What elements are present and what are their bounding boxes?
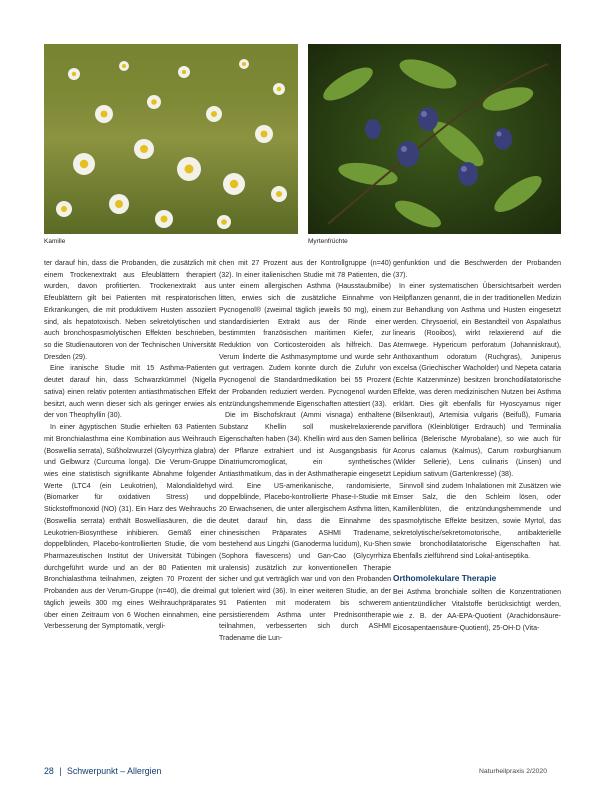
text-column-2 [219,258,391,788]
paragraph: In einer systematischen Übersichtsarbeit werden Heilpflanzen genannt, die in der traditionellen Medizin zur Behandlung von Asthma und Husten eingesetzt werden. Chrysoeriol, ein Bestandteil von Aspalathus linearis (Rooibos), wirkt relaxierend auf die Atemwege. Hypericum perforatum (Johanniskraut), Anthoxanthum odoratum (Ruchgras), Juniperus excelsa (Griechischer Wacholder) und Nepeta cataria (Echte Katzenminze) besitzen bronchodilatatorische Effekte, was deren medizinischen Nutzen bei Asthma erklärt. Dies gilt ebenfalls für Hyoscyamus niger (Bilsenkraut), Artemisia vulgaris (Beifuß), Fumaria parviflora (Kleinblütiger Erdrauch) und Terminalia bellirica (Belerische Myrobalane), so wie auch für Acorus calamus (Kalmus), Carum roxburghianum (Wilder Sellerie), Lens culinaris (Linsen) und Lepidium sativum (Gartenkresse) (38). [393,283,561,478]
page-footer [44,766,547,780]
myrtle-caption: Myrtenfrüchte [308,238,348,245]
myrtle-photo [308,44,561,234]
text-column-1 [44,258,216,788]
footer-left [44,766,161,776]
paragraph: Sinnvoll sind zudem Inhalationen mit Zusätzen wie Emser Salz, die den Schleim lösen, oder Kamillenblüten, die entzündungshemmende und spasmolytische Effekte besitzen, sowie Myrtol, das sekretolytische/sekretomotorische, antibakterielle sowie bronchodilatatorische Eigenschaften hat. Ebenfalls zielführend sind Lokal-antiseptika. [393,482,561,560]
paragraph: In einer ägyptischen Studie erhielten 63 Patienten mit Bronchialasthma eine Kombination aus Weihrauch (Boswellia serrata), Süßholzwurzel (Glycyrrhiza glabra) und Gelbwurz (Curcuma longa). Die Verum-Gruppe wies eine statistisch signifikante Abnahme folgender Werte (LTC4 (ein Leukotrien), Malondialdehyd (Biomarker für oxidativen Stress) und Stickstoffmonoxid (NO) (31). Ein Harz des Weihrauchs (Boswellia serrata) enthält Boswelliasäuren, die die Leukotrien-Biosynthese inhibieren. Gemäß einer doppelblinden, Placebo-kontrollierten Studie, die vom Pharmazeutischen Institut der Universität Tübingen durchgeführt wurde und an der 80 Patienten mit Bronchialasthma teilnahmen, zeigten 70 Prozent der Probanden aus der Verum-Gruppe (n=40), die dreimal täglich jeweils 300 mg eines Weihrauchpräparates über einen Zeitraum von 6 Wochen einnahmen, eine Verbesserung der Symptomatik, vergli- [44,424,216,631]
paragraph: Eine iranische Studie mit 15 Asthma-Patienten deutet darauf hin, dass Schwarzkümmel (Nigella sativa) einen relativ potenten antiasthmatischen Effekt besitzt, auch wenn dieser sich als geringer erwies als der von Theophyllin (30). [44,365,216,420]
footer-divider: | [59,766,62,776]
paragraph: chen mit 27 Prozent aus der Kontrollgruppe (n=40) (32). In einer italienischen Studie mit 78 Patienten, die unter einem allergischen Asthma (Hausstaubmilbe) litten, erwies sich die zusätzliche Einnahme von Pycnogenol® (zweimal täglich jeweils 50 mg), einem standardisierten Extrakt aus der Rinde einer bestimmten französischen maritimen Kiefer, zur Reduktion von Corticosteroiden als hilfreich. Das Verum linderte die Asthmasymptome und wurde sehr gut vertragen. Zudem konnte durch die Zufuhr von Pycnogenol die Standardmedikation bei 55 Prozent der Probanden reduziert werden. Pycnogenol wurden entzündungshemmende Eigenschaften attestiert (33). [219,260,391,408]
text-column-3 [393,258,561,788]
paragraph: Die im Bischofskraut (Ammi visnaga) enthaltene Substanz Khellin soll muskelrelaxierende Eigenschaften haben (34). Khellin wird aus den Samen der Pflanze extrahiert und ist Ausgangsbasis für Dinatriumcromoglicat, ein synthetisches Antiasthmatikum, das in der Asthmatherapie eingesetzt wird. Eine US-amerikanische, randomisierte, doppelblinde, Placebo-kontrollierte Phase-I-Studie mit 20 Erwachsenen, die unter allergischem Asthma litten, deutet darauf hin, dass die Einnahme des chinesischen Präparates ASHMI Tradename, bestehend aus Lingzhi (Ganoderma lucidum), Ku-Shen (Sophora flavescens) und Gan-Cao (Glycyrrhiza uralensis) zusätzlich zur konventionellen Therapie sicher und gut verträglich war und von den Probanden gut toleriert wird (36). In einer weiteren Studie, an der 91 Patienten mit moderatem bis schwerem persistierendem Asthma unter Prednisontherapie teilnahmen, verbesserten sich durch ASHMI Tradename die Lun- [219,412,391,642]
magazine-label: Naturheilpraxis 2/2020 [478,768,547,775]
paragraph: genfunktion und die Beschwerden der Probanden (37). [393,260,561,279]
section-label: Schwerpunkt – Allergien [67,766,162,776]
chamomile-caption: Kamille [44,238,66,245]
page-number: 28 [44,766,54,776]
section-heading: Orthomolekulare Therapie [393,572,497,583]
paragraph: Bei Asthma bronchiale sollten die Konzentrationen antientzündlicher Vitalstoffe berücksichtigt werden, wie z. B. der AA-EPA-Quotient (Arachidonsäure-Eicosapentaensäure-Quotient), 25-OH-D (Vita- [393,589,561,632]
paragraph: ter darauf hin, dass die Probanden, die zusätzlich mit einem Trockenextrakt aus Efeublättern therapiert wurden, davon profitierten. Trockenextrakt aus Efeublättern gilt bei Patienten mit respiratorischen Erkrankungen, die mit produktivem Husten assoziiert sind, als hepatotoxisch. Neben sekretolytischen und auch bronchospasmolytischen Effekten beschrieben, so die Studienautoren von der Technischen Universität Dresden (29). [44,260,216,361]
chamomile-photo [44,44,298,234]
